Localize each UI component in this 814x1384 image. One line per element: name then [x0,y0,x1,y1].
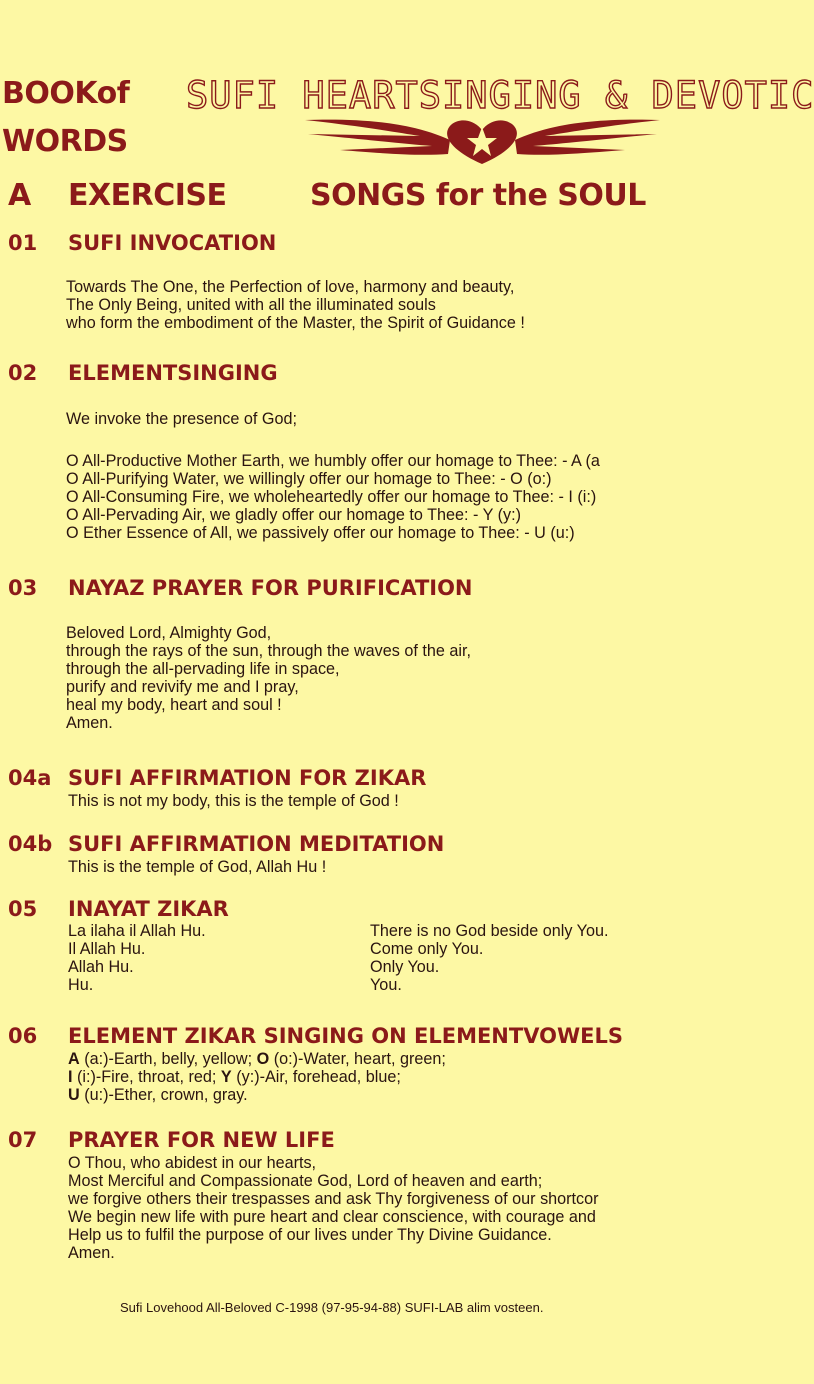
section-title: NAYAZ PRAYER FOR PURIFICATION [68,576,473,600]
text-line: Amen. [68,1244,115,1262]
songs-subtitle: SONGS for the SOUL [310,178,646,213]
text-line: O Thou, who abidest in our hearts, [68,1154,317,1172]
section-letter: A [8,178,31,213]
section-title: ELEMENTSINGING [68,361,278,385]
text-line: through the rays of the sun, through the waves of the air, [66,642,471,660]
section-title: ELEMENT ZIKAR SINGING ON ELEMENTVOWELS [68,1024,623,1048]
section-body [66,278,525,332]
words-heading: WORDS [2,124,128,159]
vowel-text: (y:)-Air, forehead, blue; [231,1068,401,1086]
section-number: 05 [8,897,38,921]
vowel-text: (o:)-Water, heart, green; [269,1050,446,1068]
text-line: Allah Hu. [68,958,134,976]
zikar-right-column [370,922,608,994]
text-line: Only You. [370,958,440,976]
section-title: SUFI AFFIRMATION FOR ZIKAR [68,766,427,790]
section-number: 04a [8,766,52,790]
section-body [68,1154,599,1262]
section-number: 07 [8,1128,38,1152]
text-line: Come only You. [370,940,484,958]
text-line: O All-Consuming Fire, we wholeheartedly offer our homage to Thee: - I (i:) [66,488,597,506]
section-number: 06 [8,1024,38,1048]
section-title: SUFI INVOCATION [68,231,277,255]
vowel-letter: U [68,1086,80,1104]
section-title: PRAYER FOR NEW LIFE [68,1128,335,1152]
text-line: Il Allah Hu. [68,940,146,958]
vowel-list [68,1050,446,1104]
vowel-text: (u:)-Ether, crown, gray. [79,1086,248,1104]
section-body: This is not my body, this is the temple of God ! [68,792,399,810]
section-body [66,452,600,542]
exercise-heading: EXERCISE [68,178,227,213]
text-line [68,1068,446,1086]
section-number: 02 [8,361,38,385]
text-line: O All-Pervading Air, we gladly offer our homage to Thee: - Y (y:) [66,506,521,524]
text-line: You. [370,976,402,994]
text-line: Hu. [68,976,94,994]
decorative-title: SUFI HEARTSINGING & DEVOTIC [186,74,814,117]
text-line: through the all-pervading life in space, [66,660,340,678]
text-line [68,1050,446,1068]
footer-credit: Sufi Lovehood All-Beloved C-1998 (97-95-94-88) SUFI-LAB alim vosteen. [120,1300,544,1315]
vowel-text: (a:)-Earth, belly, yellow; [79,1050,257,1068]
text-line: There is no God beside only You. [370,922,609,940]
section-number: 04b [8,832,53,856]
text-line: La ilaha il Allah Hu. [68,922,206,940]
text-line: Most Merciful and Compassionate God, Lord of heaven and earth; [68,1172,543,1190]
section-number: 01 [8,231,38,255]
text-line: Beloved Lord, Almighty God, [66,624,272,642]
text-line: Amen. [66,714,113,732]
text-line: Towards The One, the Perfection of love, harmony and beauty, [66,278,515,296]
section-body: This is the temple of God, Allah Hu ! [68,858,327,876]
text-line: we forgive others their trespasses and ask Thy forgiveness of our shortcor [68,1190,599,1208]
zikar-left-column [68,922,206,994]
text-line: who form the embodiment of the Master, the Spirit of Guidance ! [66,314,525,332]
text-line: purify and revivify me and I pray, [66,678,299,696]
text-line: O All-Productive Mother Earth, we humbly offer our homage to Thee: - A (a [66,452,600,470]
text-line: Help us to fulfil the purpose of our lives under Thy Divine Guidance. [68,1226,552,1244]
section-intro: We invoke the presence of God; [66,410,297,428]
vowel-letter: A [68,1050,80,1068]
vowel-letter: Y [220,1068,232,1086]
text-line: O All-Purifying Water, we willingly offer our homage to Thee: - O (o:) [66,470,552,488]
section-number: 03 [8,576,38,600]
vowel-letter: I [68,1068,73,1086]
text-line: The Only Being, united with all the illuminated souls [66,296,436,314]
book-of-heading: BOOKof [2,76,130,111]
text-line: We begin new life with pure heart and clear conscience, with courage and [68,1208,596,1226]
winged-heart-star-emblem [300,112,665,168]
vowel-letter: O [256,1050,270,1068]
text-line [68,1086,446,1104]
section-body [66,624,471,732]
vowel-text: (i:)-Fire, throat, red; [72,1068,221,1086]
section-title: SUFI AFFIRMATION MEDITATION [68,832,445,856]
section-title: INAYAT ZIKAR [68,897,229,921]
text-line: heal my body, heart and soul ! [66,696,282,714]
text-line: O Ether Essence of All, we passively offer our homage to Thee: - U (u:) [66,524,575,542]
